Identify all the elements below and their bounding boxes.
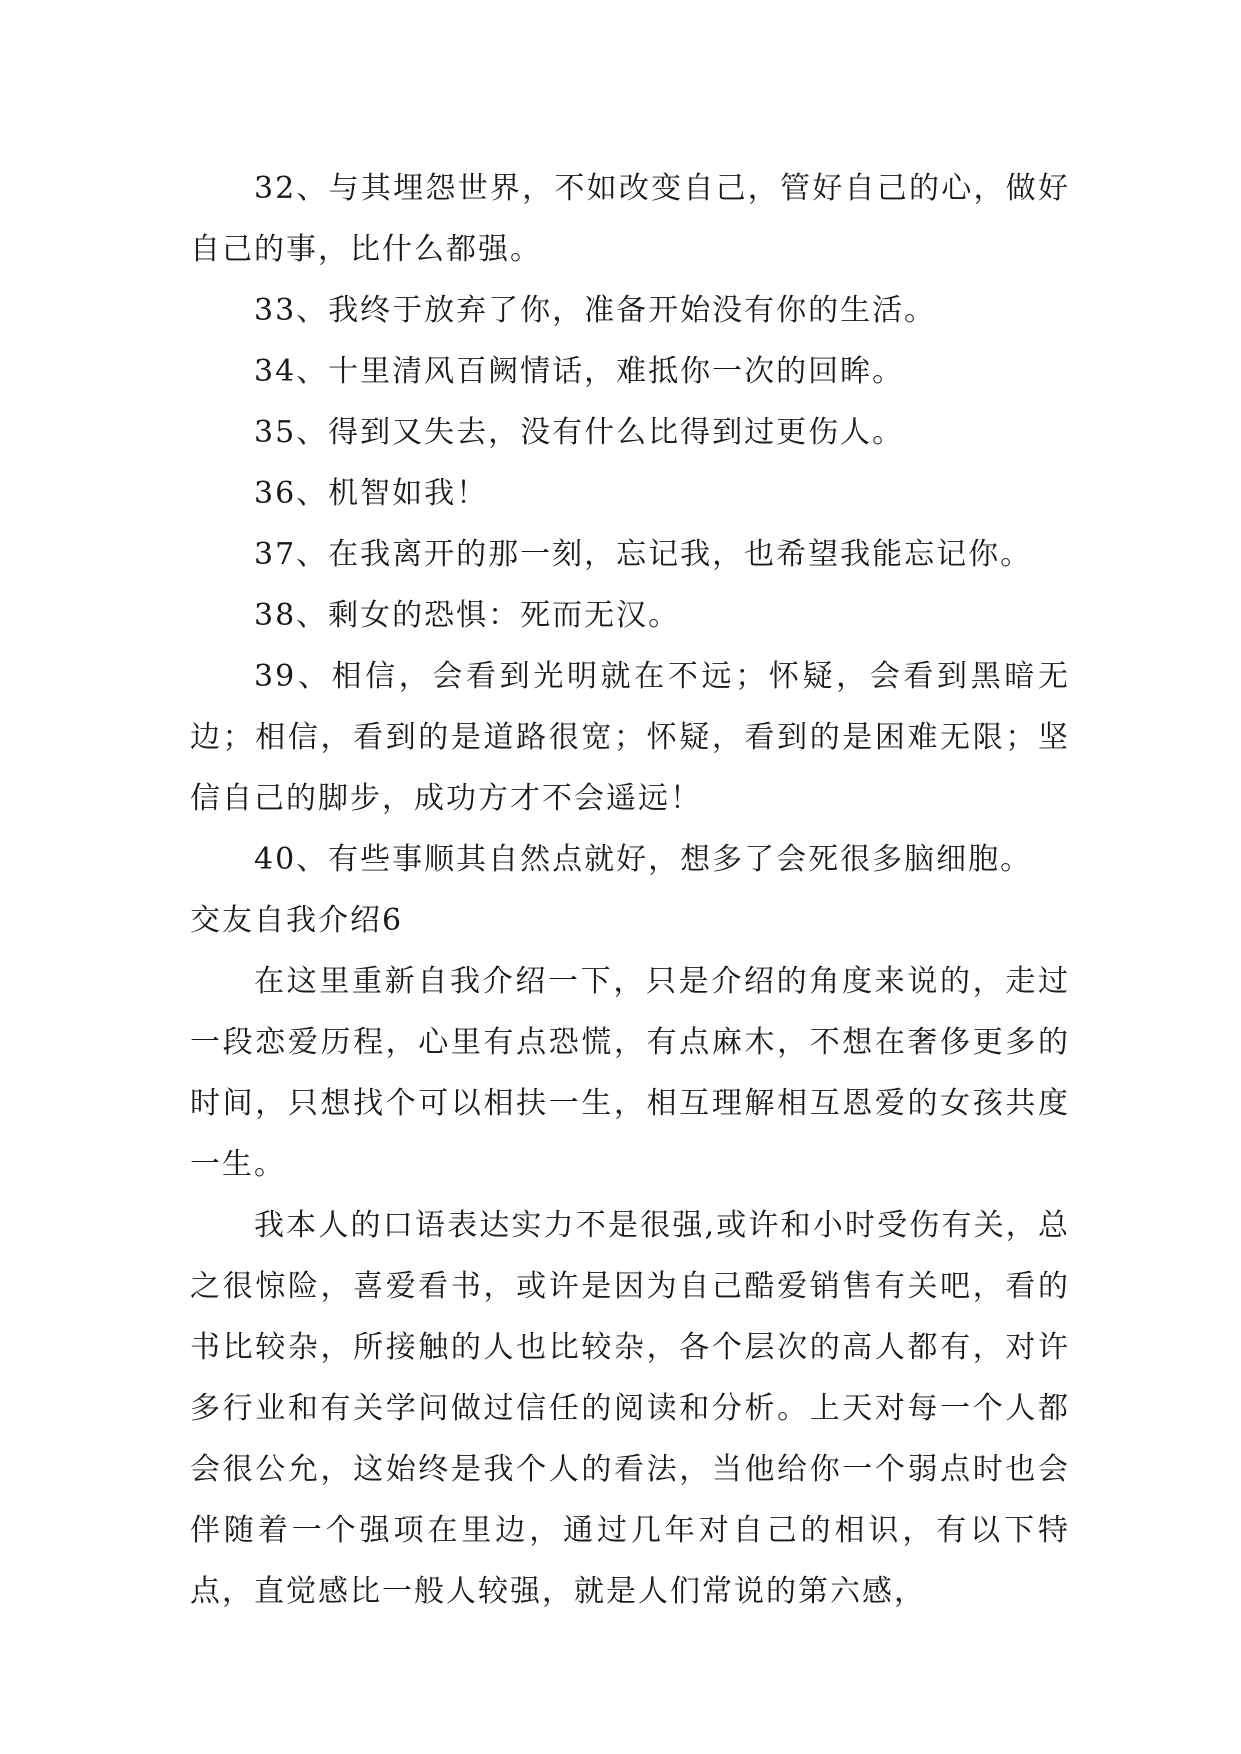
paragraph-37: 37、在我离开的那一刻，忘记我，也希望我能忘记你。 (254, 537, 1033, 572)
self-description-paragraph: 我本人的口语表达实力不是很强,或许和小时受伤有关，总之很惊险，喜爱看书，或许是因为自己酷爱销售有关吧，看的书比较杂，所接触的人也比较杂，各个层次的高人都有，对许多行业和有关学问做过信任的阅读和分析。上天对每一个人都会很公允，这始终是我个人的看法，当他给你一个弱点时也会伴随着一个强项在里边，通过几年对自己的相识，有以下特点，直觉感比一般人较强，就是人们常说的第六感， (190, 1208, 1070, 1609)
paragraph-40: 40、有些事顺其自然点就好，想多了会死很多脑细胞。 (254, 842, 1033, 877)
paragraph-35: 35、得到又失去，没有什么比得到过更伤人。 (254, 415, 905, 450)
paragraph-32: 32、与其埋怨世界，不如改变自己，管好自己的心，做好自己的事，比什么都强。 (190, 171, 1070, 267)
section-title: 交友自我介绍6 (190, 903, 404, 938)
paragraph-36: 36、机智如我！ (254, 476, 489, 511)
intro-paragraph: 在这里重新自我介绍一下，只是介绍的角度来说的，走过一段恋爱历程，心里有点恐慌，有点麻木，不想在奢侈更多的时间，只想找个可以相扶一生，相互理解相互恩爱的女孩共度一生。 (190, 964, 1070, 1182)
document-body (190, 158, 1070, 1622)
paragraph-38: 38、剩女的恐惧：死而无汉。 (254, 598, 681, 633)
paragraph-39: 39、相信，会看到光明就在不远；怀疑，会看到黑暗无边；相信，看到的是道路很宽；怀疑，看到的是困难无限；坚信自己的脚步，成功方才不会遥远！ (190, 659, 1070, 816)
paragraph-34: 34、十里清风百阙情话，难抵你一次的回眸。 (254, 354, 905, 389)
paragraph-33: 33、我终于放弃了你，准备开始没有你的生活。 (254, 293, 937, 328)
